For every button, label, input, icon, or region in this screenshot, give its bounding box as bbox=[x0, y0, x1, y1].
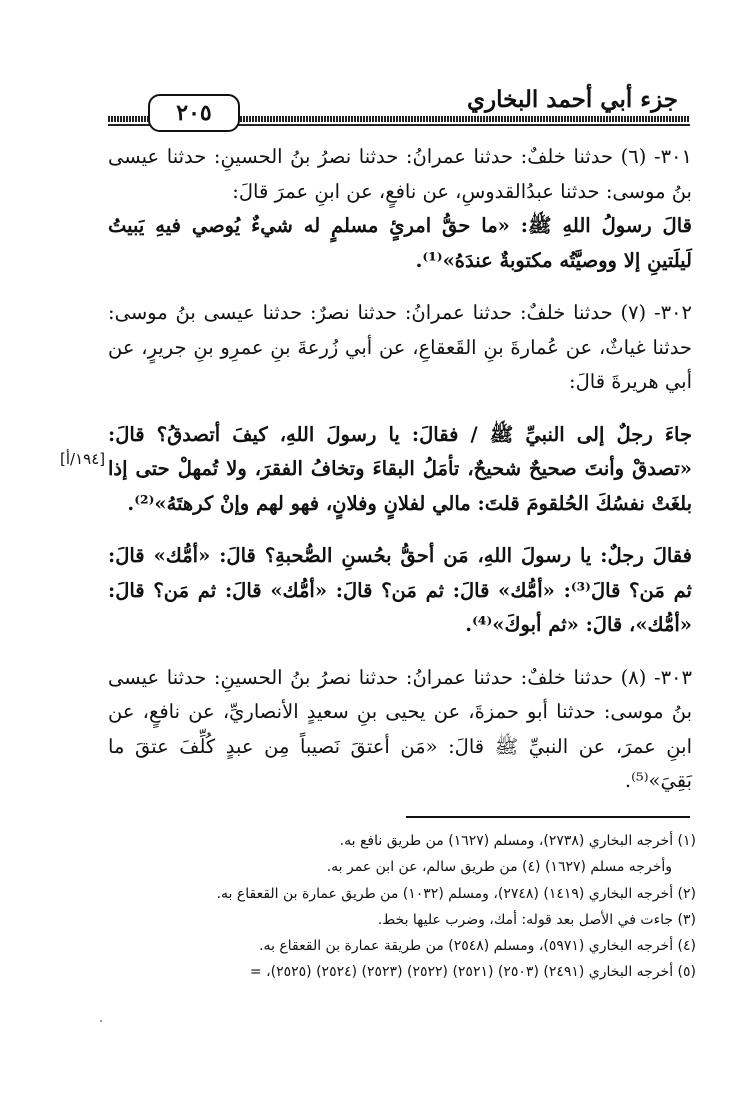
scan-speck bbox=[100, 1020, 102, 1022]
footnotes bbox=[96, 828, 696, 986]
page-number: ٢٠٥ bbox=[148, 94, 240, 132]
book-title: جزء أبي أحمد البخاري bbox=[461, 86, 684, 113]
footnote-2: (٢) أخرجه البخاري (١٤١٩) (٢٧٤٨)، ومسلم (١٠٣٢) من طريق عمارة بن القعقاع به. bbox=[216, 885, 696, 902]
hadith-301-isnad: ٣٠١- (٦) حدثنا خلفٌ: حدثنا عمرانُ: حدثنا نصرُ بنُ الحسينِ: حدثنا عيسى بنُ موسى: حدثنا عبدُالقدوسِ، عن نافعٍ، عن ابنِ عمرَ قالَ: bbox=[108, 145, 692, 203]
footnote-5: (٥) أخرجه البخاري (٢٤٩١) (٢٥٠٣) (٢٥٢١) (٢٥٢٢) (٢٥٢٣) (٢٥٢٤) (٢٥٢٥)، = bbox=[249, 964, 696, 981]
hadith-303: ٣٠٣- (٨) حدثنا خلفٌ: حدثنا عمرانُ: حدثنا نصرُ بنُ الحسينِ: حدثنا عيسى بنُ موسى: حدثنا أبو حمزةَ، عن يحيى بنِ سعيدٍ الأنصاريِّ، عن نافعٍ، عن ابنِ عمرَ، عن النبيِّ ﷺ قالَ: «مَن أعتقَ نَصيباً مِن عبدٍ كُلِّفَ عتقَ ما بَقِيَ»⁽⁵⁾. bbox=[108, 665, 692, 792]
footnote-separator bbox=[406, 816, 690, 818]
main-text bbox=[108, 140, 692, 799]
hadith-302-matn: جاءَ رجلٌ إلى النبيِّ ﷺ / فقالَ: يا رسولَ اللهِ، كيفَ أتصدقُ؟ قالَ: «تصدقْ وأنتَ صحيحٌ شحيحٌ، تأمَلُ البقاءَ وتخافُ الفقرَ، ولا تُمهلْ حتى إذا بلغَتْ نفسُكَ الحُلقومَ قلتَ: مالي لفلانٍ وفلانٍ، فهو لهم وإنْ كرهتَهُ»⁽²⁾. bbox=[108, 422, 692, 515]
footnote-1: (١) أخرجه البخاري (٢٧٣٨)، ومسلم (١٦٢٧) من طريق نافع به. bbox=[339, 833, 696, 849]
footnote-1-continued: وأخرجه مسلم (١٦٢٧) (٤) من طريق سالم، عن ابن عمر به. bbox=[326, 859, 672, 876]
hadith-302-matn-2: فقالَ رجلٌ: يا رسولَ اللهِ، مَن أحقُّ بحُسنِ الصُّحبةِ؟ قالَ: «أمُّك» قالَ: ثم مَن؟ قالَ⁽³⁾: «أمُّك» قالَ: ثم مَن؟ قالَ: «أمُّك» قالَ: ثم مَن؟ قالَ: «أمُّك»، قالَ: «ثم أبوكَ»⁽⁴⁾. bbox=[108, 544, 692, 636]
page-header bbox=[108, 88, 690, 132]
footnote-4: (٤) أخرجه البخاري (٥٩٧١)، ومسلم (٢٥٤٨) من طريقة عمارة بن القعقاع به. bbox=[259, 938, 696, 955]
hadith-302-isnad: ٣٠٢- (٧) حدثنا خلفٌ: حدثنا عمرانُ: حدثنا نصرٌ: حدثنا عيسى بنُ موسى: حدثنا غياثٌ، عن عُمارةَ بنِ القَعقاعِ، عن أبي زُرعةَ بنِ عمرِو بنِ جريرٍ، عن أبي هريرةَ قالَ: bbox=[108, 301, 692, 393]
hadith-301-matn: قالَ رسولُ اللهِ ﷺ: «ما حقُّ امرئٍ مسلمٍ له شيءٌ يُوصي فيهِ يَبيتُ لَيلَتينِ إلا ووصيَّتُه مكتوبةٌ عندَهُ»⁽¹⁾. bbox=[108, 214, 692, 272]
manuscript-folio-note: [١٩٤/أ] bbox=[60, 450, 106, 468]
footnote-3: (٣) جاءت في الأصل بعد قوله: أمك، وضرب عليها بخط. bbox=[377, 911, 696, 928]
